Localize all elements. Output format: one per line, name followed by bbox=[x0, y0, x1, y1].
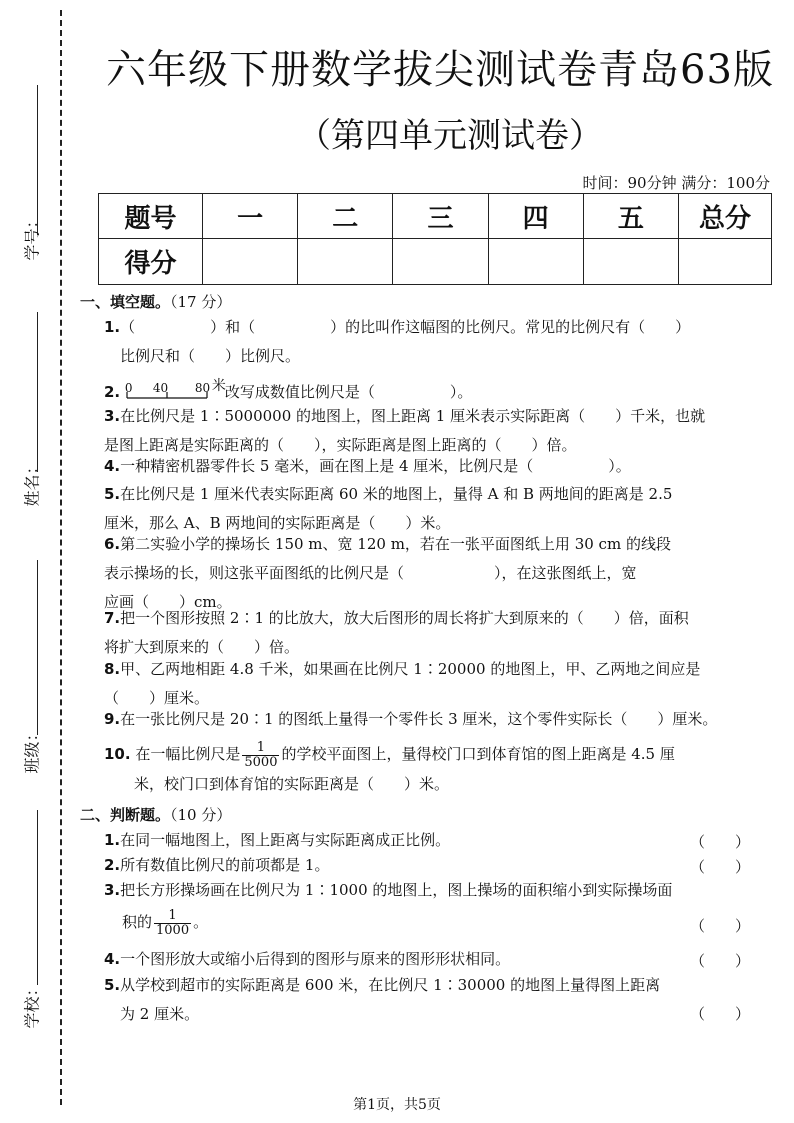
question-2-3 bbox=[104, 876, 754, 905]
question-number: 1. bbox=[104, 831, 121, 849]
question-text: 是图上距离是实际距离的（ ），实际距离是图上距离的（ ）倍。 bbox=[104, 436, 577, 454]
question-text: 把一个图形按照 2∶1 的比放大，放大后图形的周长将扩大到原来的（ ）倍，面积 bbox=[120, 609, 689, 627]
answer-paren[interactable]: （ ） bbox=[690, 1005, 751, 1023]
score-cell-label: 题号 bbox=[99, 194, 203, 239]
class-line[interactable] bbox=[37, 560, 38, 735]
question-number: 5. bbox=[104, 976, 121, 994]
binding-dashed-line bbox=[60, 10, 62, 1105]
section1-heading bbox=[80, 291, 231, 312]
answer-paren[interactable]: （ ） bbox=[690, 917, 751, 935]
fraction bbox=[154, 909, 191, 938]
question-number: 9. bbox=[104, 710, 121, 728]
question-text: 第二实验小学的操场长 150 m、宽 120 m，若在一张平面图纸上用 30 cm 的线段 bbox=[120, 535, 671, 553]
question-text: 从学校到超市的实际距离是 600 米，在比例尺 1∶30000 的地图上量得图上距离 bbox=[120, 976, 661, 994]
name-label: 姓名： bbox=[22, 458, 42, 507]
score-table-header-row bbox=[99, 194, 772, 239]
score-cell-input[interactable] bbox=[488, 239, 583, 285]
line-scale-figure bbox=[124, 378, 226, 404]
scale-tick-label: 40 bbox=[152, 381, 169, 395]
question-text: 甲、乙两地相距 4.8 千米，如果画在比例尺 1∶20000 的地图上，甲、乙两地之间应是 bbox=[120, 660, 701, 678]
question-1-1 bbox=[104, 313, 754, 371]
score-cell-header: 四 bbox=[488, 194, 583, 239]
question-text: 将扩大到原来的（ ）倍。 bbox=[104, 638, 300, 656]
page-subtitle: （第四单元测试卷） bbox=[297, 116, 603, 156]
question-text: （ ）厘米。 bbox=[104, 689, 210, 707]
question-number: 4. bbox=[104, 457, 121, 475]
question-text: 在同一幅地图上，图上距离与实际距离成正比例。 bbox=[120, 831, 451, 849]
question-number: 4. bbox=[104, 950, 121, 968]
scale-bar bbox=[125, 390, 209, 400]
question-number: 2. bbox=[104, 383, 121, 401]
question-text: 一种精密机器零件长 5 毫米，画在图上是 4 厘米，比例尺是（ ）。 bbox=[120, 457, 631, 475]
question-number: 5. bbox=[104, 485, 121, 503]
question-text: 积的 bbox=[122, 913, 153, 931]
question-number: 10. bbox=[104, 745, 131, 763]
question-text: 在一幅比例尺是 bbox=[135, 745, 241, 763]
score-cell-header: 一 bbox=[203, 194, 298, 239]
section2-heading bbox=[80, 804, 231, 825]
question-1-9 bbox=[104, 705, 754, 734]
page-title: 六年级下册数学拔尖测试卷青岛63版 bbox=[106, 47, 774, 93]
question-text: 在一张比例尺是 20∶1 的图纸上量得一个零件长 3 厘米，这个零件实际长（ ）厘米。 bbox=[120, 710, 718, 728]
fraction-numerator: 1 bbox=[242, 741, 279, 756]
question-number: 3. bbox=[104, 881, 121, 899]
question-2-4 bbox=[104, 945, 754, 974]
section1-points: （17 分） bbox=[170, 293, 232, 311]
fraction-denominator: 5000 bbox=[244, 754, 278, 770]
score-cell-input[interactable] bbox=[203, 239, 298, 285]
question-text: 一个图形放大或缩小后得到的图形与原来的图形形状相同。 bbox=[120, 950, 511, 968]
section1-title: 一、填空题。 bbox=[80, 293, 171, 311]
question-text: 所有数值比例尺的前项都是 1。 bbox=[120, 856, 330, 874]
student-id-label: 学号： bbox=[22, 212, 42, 261]
question-text: 改写成数值比例尺是（ ）。 bbox=[224, 383, 473, 401]
fraction bbox=[242, 741, 279, 770]
question-text: （ ）和（ ）的比叫作这幅图的比例尺。常见的比例尺有（ ） bbox=[120, 318, 691, 336]
school-line[interactable] bbox=[37, 810, 38, 985]
question-text: 为 2 厘米。 bbox=[120, 1005, 200, 1023]
score-table-score-row bbox=[99, 239, 772, 285]
question-2-5 bbox=[104, 971, 754, 1029]
question-1-10 bbox=[104, 740, 754, 799]
score-cell-input[interactable] bbox=[679, 239, 772, 285]
question-text: 的学校平面图上，量得校门口到体育馆的图上距离是 4.5 厘 bbox=[281, 745, 675, 763]
question-number: 6. bbox=[104, 535, 121, 553]
answer-paren[interactable]: （ ） bbox=[690, 833, 751, 851]
score-cell-header: 总分 bbox=[679, 194, 772, 239]
score-cell-label: 得分 bbox=[99, 239, 203, 285]
question-1-7 bbox=[104, 604, 754, 662]
score-cell-input[interactable] bbox=[298, 239, 393, 285]
score-cell-input[interactable] bbox=[393, 239, 488, 285]
question-text: 在比例尺是 1∶5000000 的地图上，图上距离 1 厘米表示实际距离（ ）千米，也就 bbox=[120, 407, 706, 425]
page-footer: 第1页，共5页 bbox=[353, 1097, 441, 1113]
scale-unit: 米 bbox=[211, 378, 226, 394]
class-label: 班级： bbox=[22, 725, 42, 774]
question-text: 米，校门口到体育馆的实际距离是（ ）米。 bbox=[134, 774, 450, 793]
question-number: 8. bbox=[104, 660, 121, 678]
question-number: 1. bbox=[104, 318, 121, 336]
question-number: 2. bbox=[104, 856, 121, 874]
scale-tick-label: 80 bbox=[194, 381, 211, 395]
name-line[interactable] bbox=[37, 312, 38, 472]
score-cell-header: 二 bbox=[298, 194, 393, 239]
score-cell-header: 三 bbox=[393, 194, 488, 239]
school-label: 学校： bbox=[22, 980, 42, 1029]
question-text: 表示操场的长，则这张平面图纸的比例尺是（ ），在这张图纸上，宽 bbox=[104, 564, 637, 582]
answer-paren[interactable]: （ ） bbox=[690, 858, 751, 876]
time-info: 时间：90分钟 满分：100分 bbox=[582, 174, 770, 192]
score-cell-header: 五 bbox=[583, 194, 678, 239]
section2-points: （10 分） bbox=[170, 806, 232, 824]
question-text: 比例尺和（ ）比例尺。 bbox=[120, 347, 301, 365]
question-text: 厘米，那么 A、B 两地间的实际距离是（ ）米。 bbox=[104, 514, 451, 532]
question-text: 应画（ ）cm。 bbox=[104, 593, 232, 611]
question-text: 把长方形操场画在比例尺为 1∶1000 的地图上，图上操场的面积缩小到实际操场面 bbox=[120, 881, 673, 899]
question-text: 。 bbox=[193, 913, 209, 931]
question-number: 3. bbox=[104, 407, 121, 425]
question-2-3-cont bbox=[122, 908, 772, 938]
fraction-denominator: 1000 bbox=[156, 922, 190, 938]
score-table bbox=[98, 193, 772, 285]
question-1-4 bbox=[104, 452, 754, 481]
fraction-numerator: 1 bbox=[154, 909, 191, 924]
scale-tick-label: 0 bbox=[124, 381, 133, 395]
score-cell-input[interactable] bbox=[583, 239, 678, 285]
answer-paren[interactable]: （ ） bbox=[690, 952, 751, 970]
section2-title: 二、判断题。 bbox=[80, 806, 171, 824]
question-number: 7. bbox=[104, 609, 121, 627]
question-text: 在比例尺是 1 厘米代表实际距离 60 米的地图上，量得 A 和 B 两地间的距离是 2.5 bbox=[120, 485, 673, 503]
